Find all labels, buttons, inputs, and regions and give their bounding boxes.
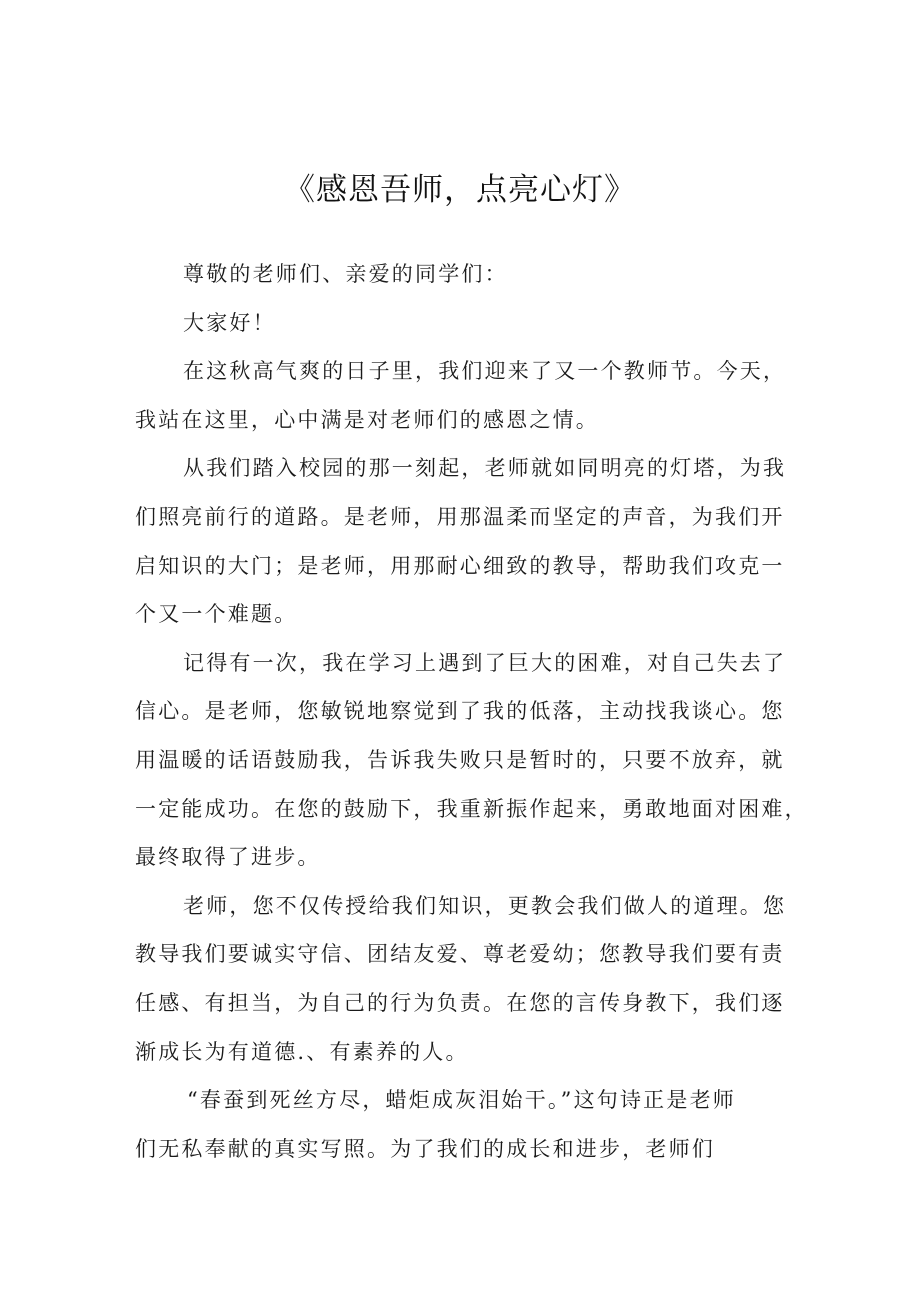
paragraph-line: 启知识的大门；是老师，用那耐心细致的教导，帮助我们攻克一 xyxy=(135,553,785,578)
greeting-line: 大家好！ xyxy=(183,310,276,335)
document-body xyxy=(135,250,808,1173)
paragraph-line: 老师，您不仅传授给我们知识，更教会我们做人的道理。您 xyxy=(183,893,787,918)
paragraph-line: “春蚕到死丝方尽，蜡炬成灰泪始干。”这句诗正是老师 xyxy=(187,1088,736,1113)
paragraph-line: 用温暖的话语鼓励我，告诉我失败只是暂时的，只要不放弃，就 xyxy=(135,747,785,772)
paragraph-line: 教导我们要诚实守信、团结友爱、尊老爱幼；您教导我们要有责 xyxy=(135,942,785,967)
document-title: 《感恩吾师，点亮心灯》 xyxy=(284,172,636,208)
paragraph-line: 记得有一次，我在学习上遇到了巨大的困难，对自己失去了 xyxy=(183,650,787,675)
paragraph-line: 渐成长为有道德.、有素养的人。 xyxy=(135,1039,469,1064)
paragraph-line: 信心。是老师，您敏锐地察觉到了我的低落，主动找我谈心。您 xyxy=(135,699,785,724)
paragraph-line: 在这秋高气爽的日子里，我们迎来了又一个教师节。今天， xyxy=(183,359,787,384)
paragraph-line: 我站在这里，心中满是对老师们的感恩之情。 xyxy=(135,407,599,432)
paragraph-line: 个又一个难题。 xyxy=(135,602,298,627)
paragraph-line: 从我们踏入校园的那一刻起，老师就如同明亮的灯塔，为我 xyxy=(183,456,787,481)
salutation-line: 尊敬的老师们、亲爱的同学们： xyxy=(183,262,508,286)
paragraph-line: 一定能成功。在您的鼓励下，我重新振作起来，勇敢地面对困难， xyxy=(135,796,808,821)
paragraph-line: 们无私奉献的真实写照。为了我们的成长和进步，老师们 xyxy=(135,1136,715,1161)
paragraph-line: 们照亮前行的道路。是老师，用那温柔而坚定的声音，为我们开 xyxy=(135,504,785,529)
paragraph-line: 任感、有担当，为自己的行为负责。在您的言传身教下，我们逐 xyxy=(135,990,785,1015)
paragraph-line: 最终取得了进步。 xyxy=(135,845,321,870)
